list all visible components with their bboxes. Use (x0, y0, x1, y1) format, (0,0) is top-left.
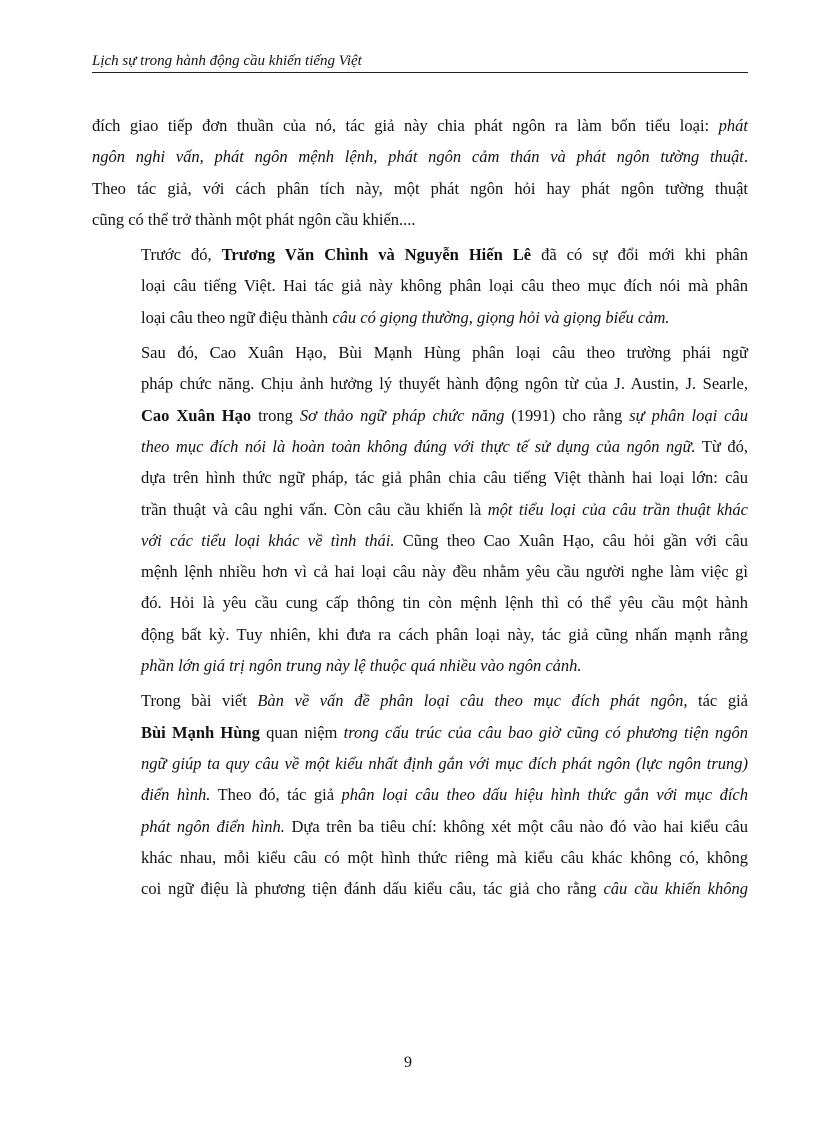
text-line (92, 141, 748, 172)
text-run: tác giả (687, 691, 748, 711)
text-line (92, 302, 748, 333)
text-line (92, 270, 748, 301)
text-line (92, 494, 748, 525)
page-number: 9 (404, 1054, 412, 1071)
text-run: Trước đó, (141, 245, 222, 265)
text-run: Sau đó, Cao Xuân Hạo, Bùi Mạnh Hùng phân loại câu theo trường phái ngữ (141, 343, 748, 363)
paragraph-continuation (92, 110, 748, 235)
text-run: đó. Hỏi là yêu cầu cung cấp thông tin còn mệnh lệnh thì có thể yêu cầu một hành (141, 593, 748, 613)
text-line (92, 400, 748, 431)
text-run: loại câu tiếng Việt. Hai tác giả này không phân loại câu theo mục đích nói mà phân (141, 276, 748, 296)
text-line (92, 619, 748, 650)
italic-text: sự phân loại câu (629, 405, 748, 425)
paragraph-bui-manh-hung (92, 685, 748, 904)
text-run: pháp chức năng. Chịu ảnh hưởng lý thuyết hành động ngôn từ của J. Austin, J. Searle, (141, 374, 748, 394)
text-run: Theo tác giả, với cách phân tích này, một phát ngôn hỏi hay phát ngôn tường thuật (92, 178, 748, 198)
italic-text: phát (718, 116, 748, 135)
text-run: Trong bài viết (141, 691, 258, 711)
italic-text: Bàn về vấn đề phân loại câu theo mục đích phát ngôn, (257, 691, 688, 711)
text-line (92, 204, 748, 235)
text-line (92, 717, 748, 748)
text-line (92, 650, 748, 681)
running-header: Lịch sự trong hành động cầu khiến tiếng Việt (92, 52, 748, 73)
text-line (92, 462, 748, 493)
bold-text: Trương Văn Chình và Nguyễn Hiến Lê (221, 245, 532, 265)
text-run: coi ngữ điệu là phương tiện đánh dấu kiểu câu, tác giả cho rằng (141, 879, 604, 899)
text-line (92, 110, 748, 141)
text-line (92, 556, 748, 587)
text-run: đích giao tiếp đơn thuần của nó, tác giả này chia phát ngôn ra làm bốn tiểu loại: (92, 116, 719, 135)
text-run: trong (251, 405, 300, 425)
italic-text: điển hình. (141, 785, 211, 805)
text-line (92, 842, 748, 873)
bold-text: Cao Xuân Hạo (141, 405, 252, 425)
text-run: trần thuật và câu nghi vấn. Còn câu cầu khiến là (141, 499, 488, 519)
italic-text: với các tiểu loại khác về tình thái. (141, 530, 395, 550)
text-run: dựa trên hình thức ngữ pháp, tác giả phân chia câu tiếng Việt thành hai loại lớn: câu (141, 468, 748, 488)
text-run: cũng có thể trở thành một phát ngôn cầu khiến.... (92, 209, 416, 229)
text-line (92, 525, 748, 556)
italic-text: theo mục đích nói là hoàn toàn không đúng với thực tế sử dụng của ngôn ngữ. (141, 436, 696, 456)
text-run: động bất kỳ. Tuy nhiên, khi đưa ra cách phân loại này, tác giả cũng nhấn mạnh rằng (141, 624, 748, 644)
italic-text: câu có giọng thường, giọng hỏi và giọng biểu cảm. (332, 307, 670, 327)
italic-text: câu cầu khiến không (603, 879, 748, 899)
italic-text: một tiểu loại của câu trần thuật khác (487, 499, 748, 519)
text-run: khác nhau, mỗi kiểu câu có một hình thức riêng mà kiểu câu khác không có, không (141, 847, 748, 867)
text-line (92, 873, 748, 904)
text-line (92, 685, 748, 716)
paragraph-truong-van-chinh (92, 239, 748, 333)
text-line (92, 587, 748, 618)
text-run: quan niệm (259, 722, 344, 742)
text-line (92, 337, 748, 368)
paragraph-cao-xuan-hao (92, 337, 748, 681)
text-line (92, 779, 748, 810)
italic-text: Sơ thảo ngữ pháp chức năng (299, 405, 505, 425)
text-line (92, 748, 748, 779)
text-line (92, 811, 748, 842)
text-run: (1991) cho rằng (504, 405, 630, 425)
text-run: Từ đó, (695, 436, 748, 456)
text-run: đã có sự đổi mới khi phân (531, 245, 748, 265)
italic-text: phân loại câu theo dấu hiệu hình thức gắn với mục đích (341, 785, 748, 805)
bold-text: Bùi Mạnh Hùng (141, 722, 260, 742)
text-run: mệnh lệnh nhiều hơn vì cả hai loại câu này đều nhằm yêu cầu người nghe làm việc gì (141, 562, 748, 582)
text-run: Dựa trên ba tiêu chí: không xét một câu nào đó vào hai kiểu câu (284, 816, 748, 836)
italic-text: ngữ giúp ta quy câu về một kiểu nhất định gắn với mục đích phát ngôn (lực ngôn trung) (141, 753, 748, 773)
text-run: loại câu theo ngữ điệu thành (141, 307, 333, 327)
text-run: Theo đó, tác giả (210, 785, 342, 805)
italic-text: trong cấu trúc của câu bao giờ cũng có phương tiện ngôn (343, 722, 748, 742)
text-run: . (743, 147, 748, 167)
italic-text: ngôn nghi vấn, phát ngôn mệnh lệnh, phát ngôn cảm thán và phát ngôn tường thuật (92, 147, 744, 167)
italic-text: phần lớn giá trị ngôn trung này lệ thuộc quá nhiều vào ngôn cảnh. (141, 656, 582, 676)
text-line (92, 239, 748, 270)
text-run: Cũng theo Cao Xuân Hạo, câu hỏi gần với câu (394, 530, 748, 550)
text-line (92, 368, 748, 399)
page-body (92, 110, 748, 904)
text-line (92, 173, 748, 204)
text-line (92, 431, 748, 462)
italic-text: phát ngôn điển hình. (141, 816, 285, 836)
